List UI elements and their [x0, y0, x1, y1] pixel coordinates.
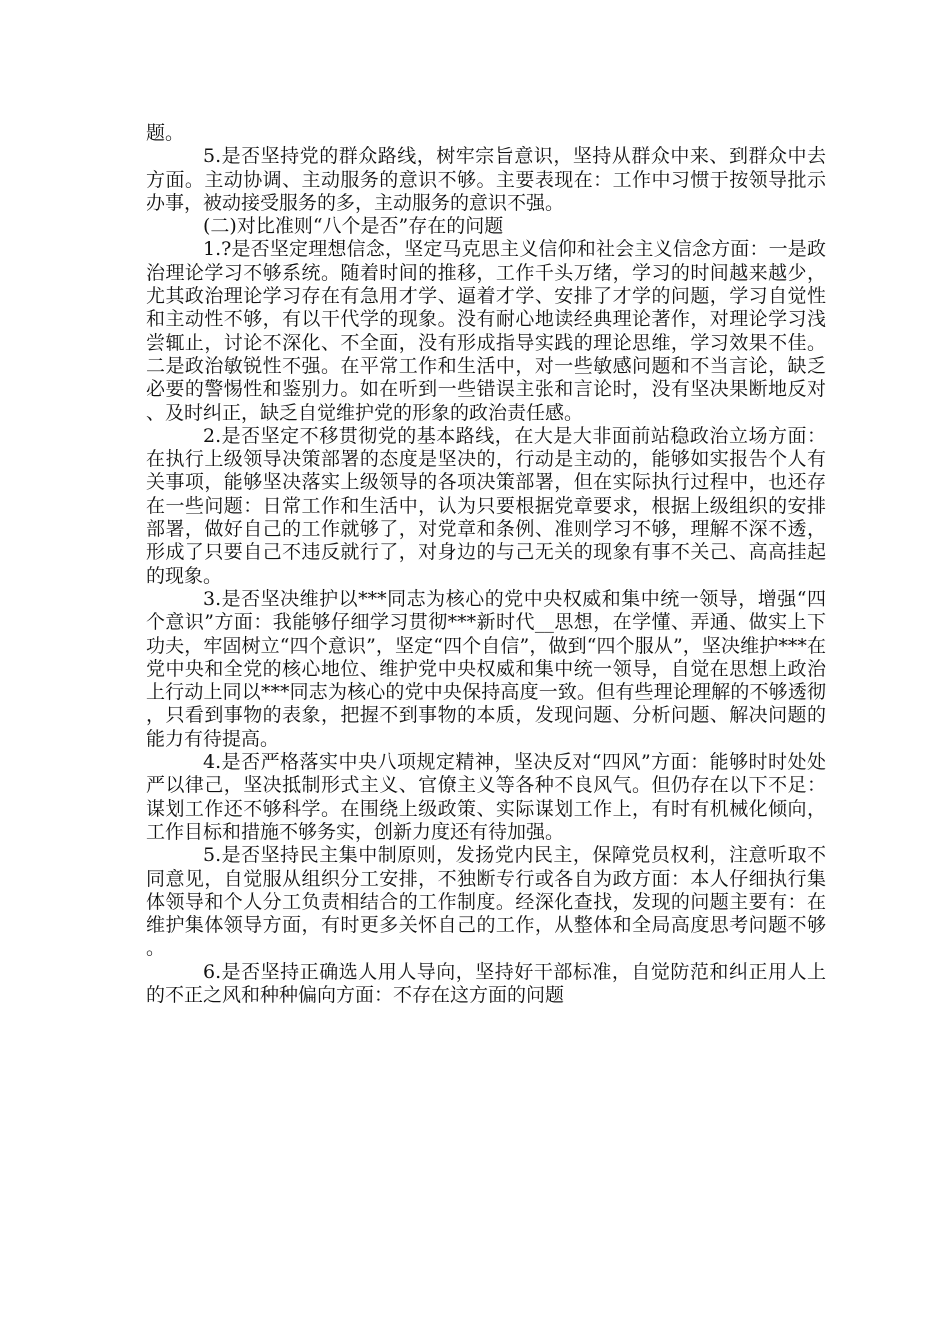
paragraph-personnel-selection: 6.是否坚持正确选人用人导向，坚持好干部标准，自觉防范和纠正用人上的不正之风和种种偏向方面：不存在这方面的问题 [146, 960, 826, 1006]
paragraph-mass-line: 5.是否坚持党的群众路线，树牢宗旨意识，坚持从群众中来、到群众中去方面。主动协调、主动服务的意识不够。主要表现在：工作中习惯于按领导批示办事，被动接受服务的多，主动服务的意识不强。 [146, 145, 826, 214]
section-heading-eight-questions: (二)对比准则“八个是否”存在的问题 [203, 215, 504, 238]
paragraph-eight-regulations: 4.是否严格落实中央八项规定精神，坚决反对“四风”方面：能够时时处处严以律己，坚决抵制形式主义、官僚主义等各种不良风气。但仍存在以下不足：谋划工作还不够科学。在围绕上级政策、实际谋划工作上，有时有机械化倾向，工作目标和措施不够务实，创新力度还有待加强。 [146, 751, 826, 843]
paragraph-continuation: 题。 [146, 122, 185, 144]
paragraph-basic-line: 2.是否坚定不移贯彻党的基本路线，在大是大非面前站稳政治立场方面：在执行上级领导决策部署的态度是坚决的，行动是主动的，能够如实报告个人有关事项，能够坚决落实上级领导的各项决策部署，但在实际执行过程中，也还存在一些问题：日常工作和生活中，认为只要根据党章要求，根据上级组织的安排部署，做好自己的工作就够了，对党章和条例、准则学习不够，理解不深不透，形成了只要自己不违反就行了，对身边的与己无关的现象有事不关己、高高挂起的现象。 [146, 424, 826, 587]
paragraph-ideals-beliefs: 1.?是否坚定理想信念，坚定马克思主义信仰和社会主义信念方面：一是政治理论学习不够系统。随着时间的推移，工作千头万绪，学习的时间越来越少，尤其政治理论学习存在有急用才学、逼着才学、安排了才学的问题，学习自觉性和主动性不够，有以干代学的现象。没有耐心地读经典理论著作，对理论学习浅尝辄止，讨论不深化、不全面，没有形成指导实践的理论思维，学习效果不佳。二是政治敏锐性不强。在平常工作和生活中，对一些敏感问题和不当言论，缺乏必要的警惕性和鉴别力。如在听到一些错误主张和言论时，没有坚决果断地反对、及时纠正，缺乏自觉维护党的形象的政治责任感。 [146, 238, 826, 424]
document-body [146, 122, 826, 1007]
paragraph-central-authority: 3.是否坚决维护以***同志为核心的党中央权威和集中统一领导，增强“四个意识”方面：我能够仔细学习贯彻***新时代__思想，在学懂、弄通、做实上下功夫，牢固树立“四个意识”，坚定“四个自信”，做到“四个服从”，坚决维护***在党中央和全党的核心地位、维护党中央权威和集中统一领导，自觉在思想上政治上行动上同以***同志为核心的党中央保持高度一致。但有些理论理解的不够透彻，只看到事物的表象，把握不到事物的本质，发现问题、分析问题、解决问题的能力有待提高。 [146, 587, 826, 750]
paragraph-democratic-centralism: 5.是否坚持民主集中制原则，发扬党内民主，保障党员权利，注意听取不同意见，自觉服从组织分工安排，不独断专行或各自为政方面：本人仔细执行集体领导和个人分工负责相结合的工作制度。经深化查找，发现的问题主要有：在维护集体领导方面，有时更多关怀自己的工作，从整体和全局高度思考问题不够。 [146, 844, 826, 960]
